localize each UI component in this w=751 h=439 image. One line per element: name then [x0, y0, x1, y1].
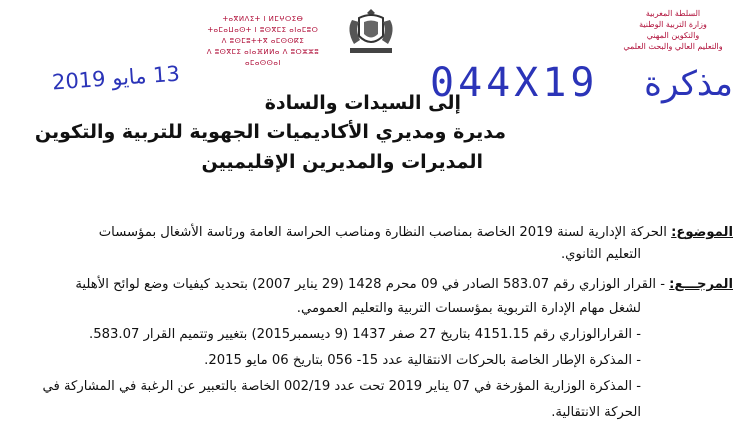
reference-item: لشغل مهام الإدارة التربوية بمؤسسات التربية والتعليم العمومي.: [296, 301, 641, 316]
reference-line: [18, 276, 733, 294]
reference-item: - المذكرة الوزارية المؤرخة في 07 يناير 2019 تحت عدد 002/19 الخاصة بالتعبير عن الرغبة في المشاركة في: [42, 379, 641, 394]
reference-label: المرجـــع:: [669, 277, 733, 292]
header-line: ⴷ ⵓⵙⵎⵓⵜⵜⴳ ⴰⵎⵙⵙⴽⵉ: [221, 37, 305, 45]
coat-of-arms-icon: [342, 6, 400, 56]
stamp-word: مذكرة: [644, 64, 733, 104]
ministry-header-arabic: [613, 8, 733, 52]
subject-text: الحركة الإدارية لسنة 2019 الخاصة بمناصب النظارة ومناصب الحراسة العامة ورئاسة الأشغال بمؤسسات: [98, 225, 672, 240]
reference-item: - المذكرة الإطار الخاصة بالحركات الانتقالية عدد 15- 056 بتاريخ 06 مايو 2015.: [204, 353, 641, 368]
ministry-header-tifinagh: [188, 14, 338, 69]
reference-item: - القرارالوزاري رقم 4151.15 بتاريخ 27 صفر 1437 (9 ديسمبر2015) بتغيير وتتميم القرار 583.07.: [89, 327, 641, 342]
stamp-date: 13 مايو 2019: [51, 61, 181, 95]
subject-line: [18, 224, 733, 242]
address-line: المديرات والمديرين الإقليميين: [201, 151, 483, 173]
header-line: ⵜⴰⴳⵍⴷⵉⵜ ⵏ ⵍⵎⵖⵔⵉⴱ: [222, 15, 304, 23]
stamp-number: 044X19: [430, 60, 599, 106]
subject-label: الموضوع:: [671, 225, 733, 240]
header-line: ⵜⴰⵎⴰⵡⴰⵙⵜ ⵏ ⵓⵙⴳⵎⵉ ⴰⵏⴰⵎⵓⵔ: [207, 26, 319, 34]
reference-item: - القرار الوزاري رقم 583.07 الصادر في 09 محرم 1428 (29 يناير 2007) بتحديد كيفيات وضع لوائح الأهلية: [75, 277, 670, 292]
header-line: والتكوين المهني: [646, 31, 700, 40]
header-line: وزارة التربية الوطنية: [639, 20, 707, 29]
header-line: السلطة المغربية: [645, 9, 701, 18]
reference-item: الحركة الانتقالية.: [551, 405, 641, 420]
header-line: والتعليم العالي والبحث العلمي: [623, 42, 723, 51]
header-line: ⴷ ⵓⵙⴳⵎⵉ ⴰⵏⴰⴼⵍⵍⴰ ⴷ ⵓⵔⵣⵣⵓ ⴰⵎⴰⵙⵙⴰⵏ: [206, 48, 320, 67]
address-line: مديرة ومديري الأكاديميات الجهوية للتربية والتكوين: [34, 121, 506, 143]
address-line: إلى السيدات والسادة: [264, 92, 461, 114]
subject-continuation: التعليم الثانوي.: [560, 247, 641, 262]
